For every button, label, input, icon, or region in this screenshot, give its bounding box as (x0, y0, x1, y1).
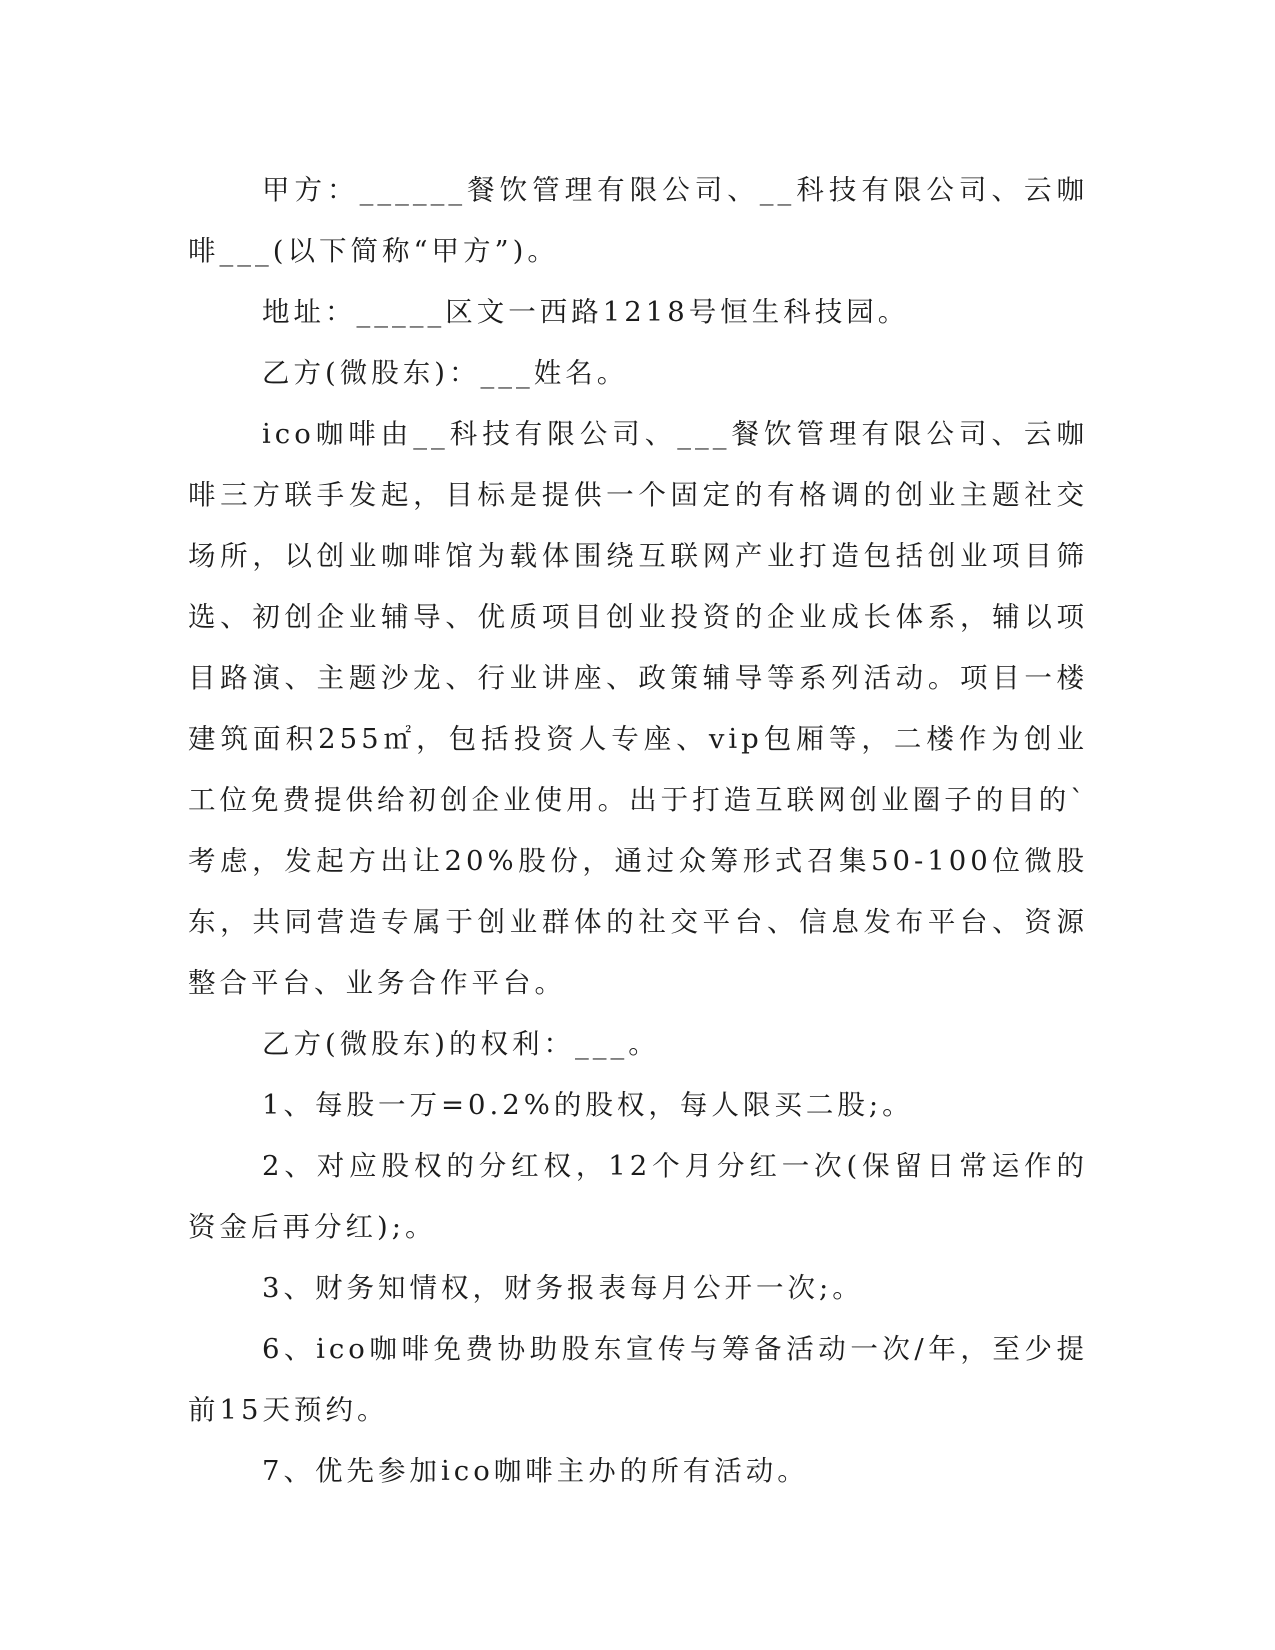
rights-item-3: 3、财务知情权，财务报表每月公开一次;。 (262, 1272, 864, 1304)
address-paragraph: 地址：_____区文一西路1218号恒生科技园。 (262, 296, 910, 328)
rights-item-2: 2、对应股权的分红权，12个月分红一次(保留日常运作的资金后再分红);。 (188, 1150, 1088, 1243)
party-a-paragraph: 甲方：______餐饮管理有限公司、__科技有限公司、云咖啡___(以下简称“甲方”)。 (188, 174, 1088, 267)
rights-item-7: 7、优先参加ico咖啡主办的所有活动。 (262, 1455, 809, 1487)
party-b-paragraph: 乙方(微股东)：___姓名。 (262, 357, 629, 389)
project-description-paragraph: ico咖啡由__科技有限公司、___餐饮管理有限公司、云咖啡三方联手发起，目标是提供一个固定的有格调的创业主题社交场所，以创业咖啡馆为载体围绕互联网产业打造包括创业项目筛选、初创企业辅导、优质项目创业投资的企业成长体系，辅以项目路演、主题沙龙、行业讲座、政策辅导等系列活动。项目一楼建筑面积255㎡，包括投资人专座、vip包厢等，二楼作为创业工位免费提供给初创企业使用。出于打造互联网创业圈子的目的`考虑，发起方出让20%股份，通过众筹形式召集50-100位微股东，共同营造专属于创业群体的社交平台、信息发布平台、资源整合平台、业务合作平台。 (188, 418, 1088, 999)
rights-item-6: 6、ico咖啡免费协助股东宣传与筹备活动一次/年，至少提前15天预约。 (188, 1333, 1088, 1426)
rights-item-1: 1、每股一万=0.2%的股权，每人限买二股;。 (262, 1089, 914, 1121)
document-body (188, 160, 1088, 1502)
party-b-rights-heading: 乙方(微股东)的权利：___。 (262, 1028, 660, 1060)
